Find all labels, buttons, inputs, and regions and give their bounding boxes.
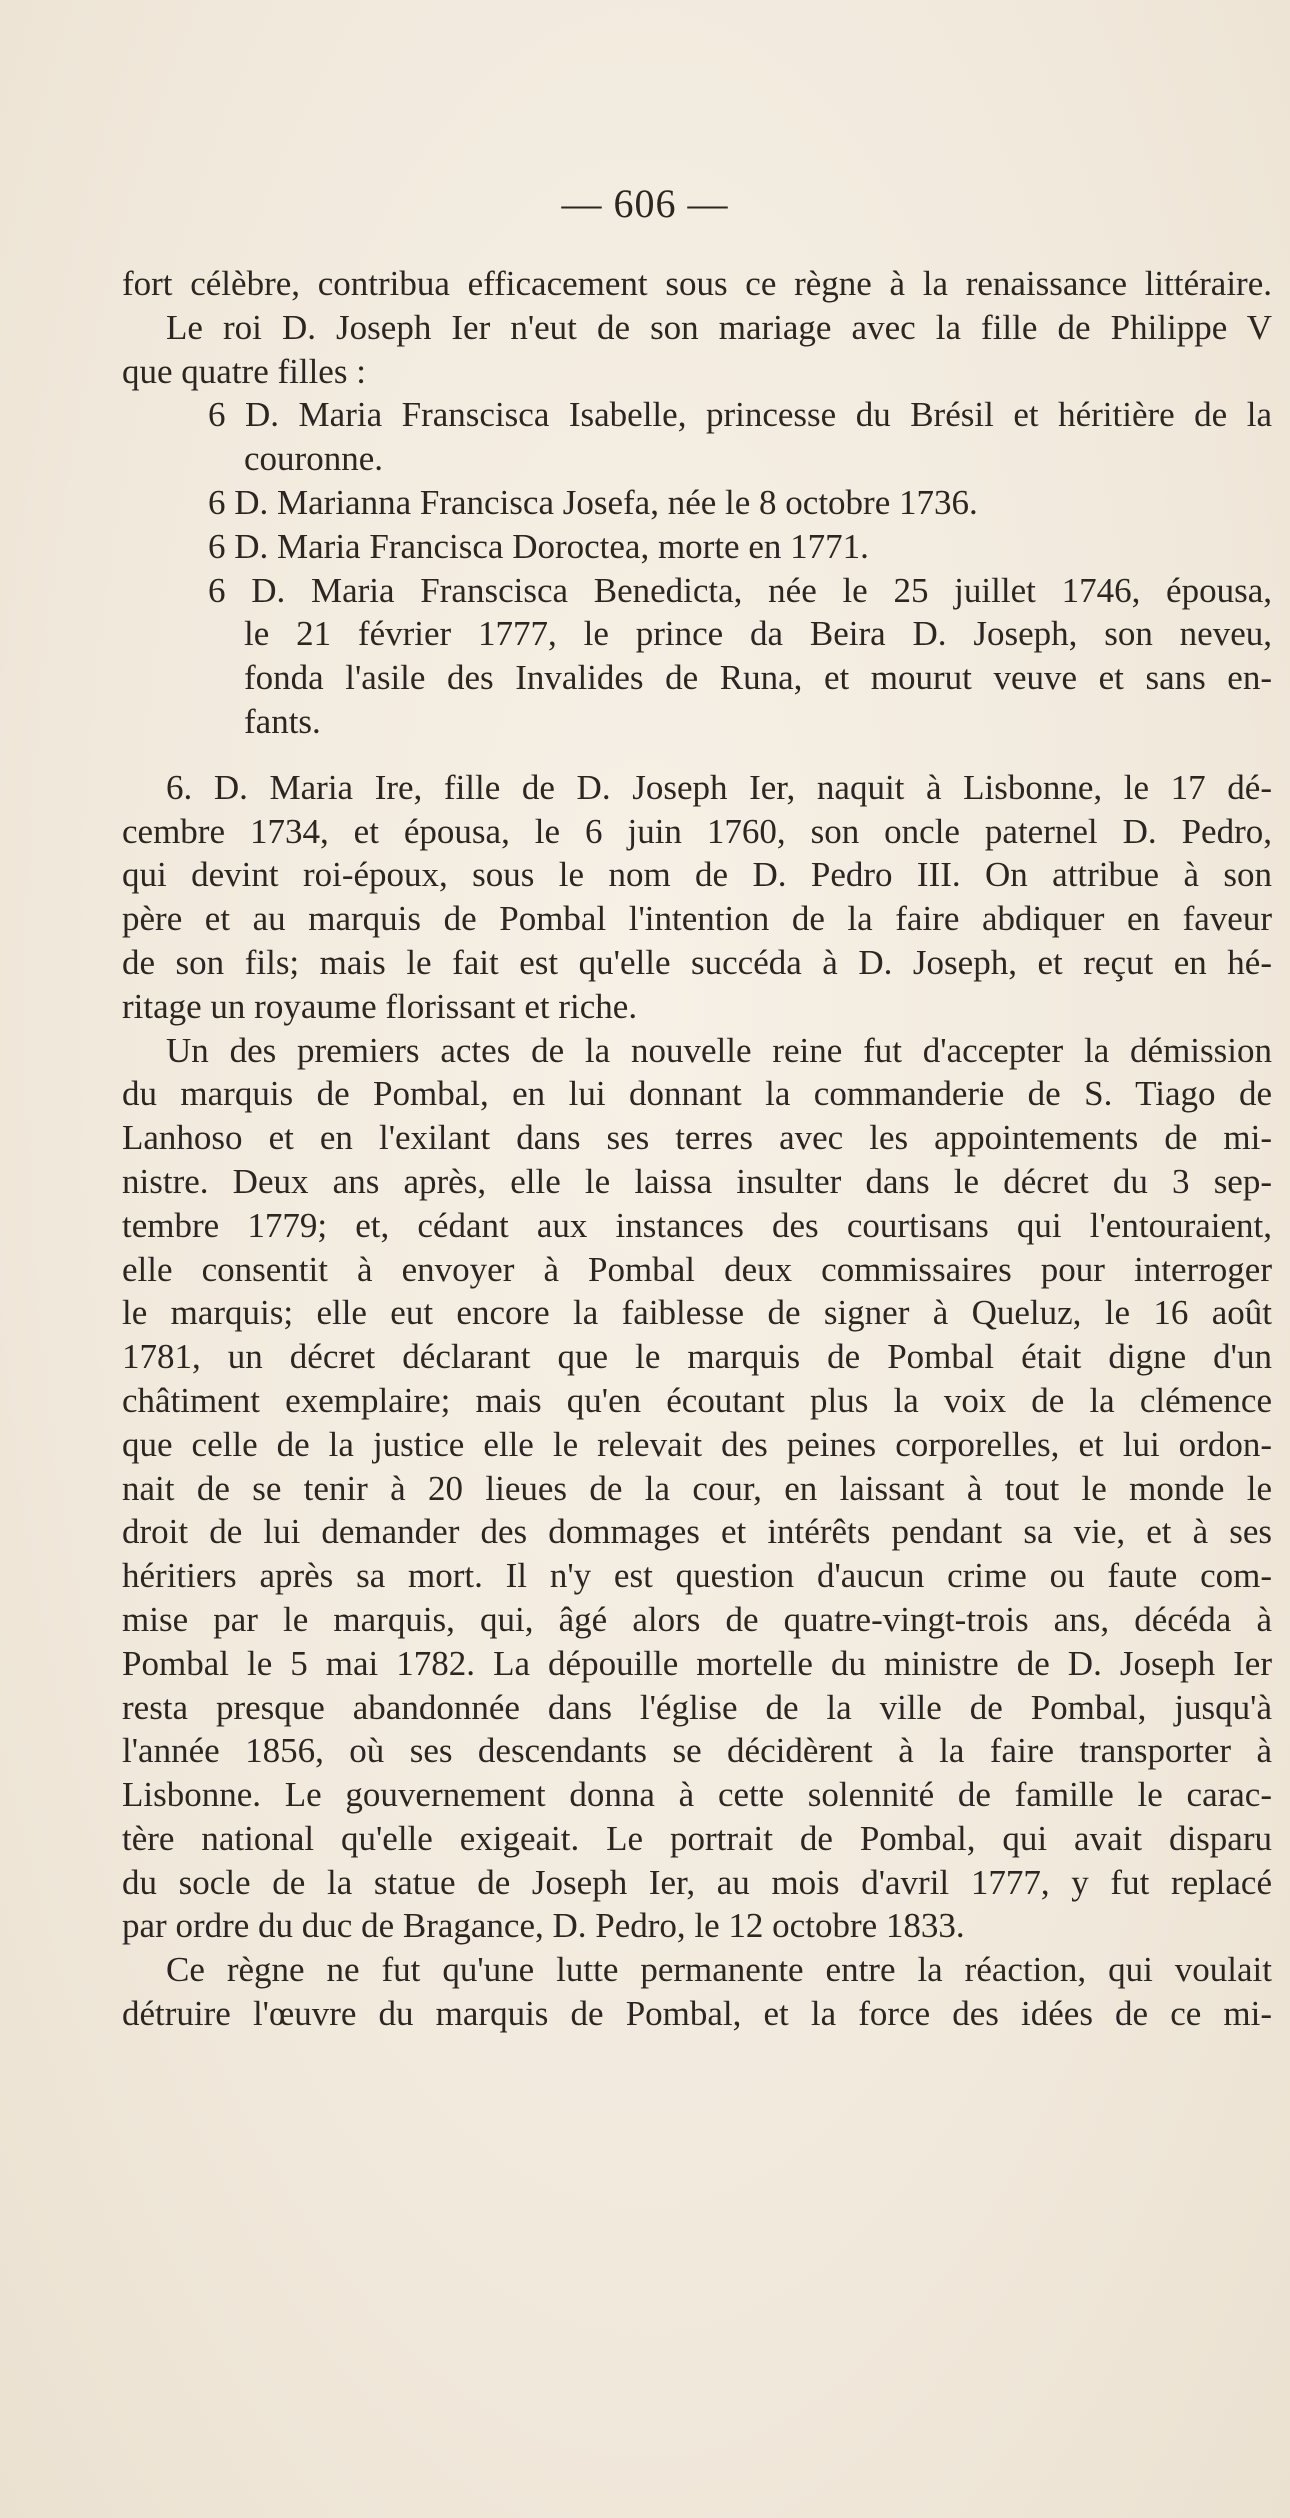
text-line: Un des premiers actes de la nouvelle reine fut d'accepter la démission bbox=[166, 1030, 1272, 1070]
text-line: Le roi D. Joseph Ier n'eut de son mariage avec la fille de Philippe V bbox=[166, 307, 1272, 347]
text-line: que celle de la justice elle le relevait des peines corporelles, et lui ordon- bbox=[122, 1424, 1272, 1464]
text-line: 6 D. Maria Franscisca Benedicta, née le 25 juillet 1746, épousa, bbox=[208, 570, 1272, 610]
text-line: fort célèbre, contribua efficacement sous ce règne à la renaissance littéraire. bbox=[122, 264, 1272, 303]
text-line: 6 D. Maria Francisca Doroctea, morte en 1771. bbox=[208, 526, 869, 566]
text-line: le marquis; elle eut encore la faiblesse de signer à Queluz, le 16 août bbox=[122, 1293, 1272, 1333]
text-line: Lisbonne. Le gouvernement donna à cette solennité de famille le carac- bbox=[122, 1775, 1272, 1815]
text-line: détruire l'œuvre du marquis de Pombal, et la force des idées de ce mi- bbox=[122, 1994, 1272, 2034]
text-line: qui devint roi-époux, sous le nom de D. Pedro III. On attribue à son bbox=[122, 855, 1272, 895]
text-line: de son fils; mais le fait est qu'elle succéda à D. Joseph, et reçut en hé- bbox=[122, 942, 1272, 982]
text-line: 1781, un décret déclarant que le marquis de Pombal était digne d'un bbox=[122, 1337, 1272, 1377]
text-line: du marquis de Pombal, en lui donnant la commanderie de S. Tiago de bbox=[122, 1074, 1272, 1114]
text-line: héritiers après sa mort. Il n'y est question d'aucun crime ou faute com- bbox=[122, 1556, 1272, 1596]
text-line: père et au marquis de Pombal l'intention de la faire abdiquer en faveur bbox=[122, 899, 1272, 939]
text-line: nistre. Deux ans après, elle le laissa insulter dans le décret du 3 sep- bbox=[122, 1161, 1272, 1201]
text-line: Pombal le 5 mai 1782. La dépouille mortelle du ministre de D. Joseph Ier bbox=[122, 1643, 1272, 1683]
text-line: 6 D. Marianna Francisca Josefa, née le 8 octobre 1736. bbox=[208, 482, 978, 522]
text-line: fonda l'asile des Invalides de Runa, et mourut veuve et sans en- bbox=[244, 658, 1272, 698]
text-line: que quatre filles : bbox=[122, 351, 366, 391]
text-line: tembre 1779; et, cédant aux instances des courtisans qui l'entouraient, bbox=[122, 1205, 1272, 1245]
text-line: Lanhoso et en l'exilant dans ses terres avec les appointements de mi- bbox=[122, 1118, 1272, 1158]
text-line: fants. bbox=[244, 701, 321, 741]
text-line: du socle de la statue de Joseph Ier, au mois d'avril 1777, y fut replacé bbox=[122, 1862, 1272, 1902]
text-line: châtiment exemplaire; mais qu'en écoutant plus la voix de la clémence bbox=[122, 1380, 1272, 1420]
text-line: ritage un royaume florissant et riche. bbox=[122, 986, 638, 1026]
text-line: Ce règne ne fut qu'une lutte permanente entre la réaction, qui voulait bbox=[166, 1950, 1272, 1990]
text-line: tère national qu'elle exigeait. Le portrait de Pombal, qui avait disparu bbox=[122, 1818, 1272, 1858]
paragraph-gap bbox=[122, 744, 1272, 766]
text-line: droit de lui demander des dommages et intérêts pendant sa vie, et à ses bbox=[122, 1512, 1272, 1552]
page-body-text bbox=[122, 262, 1272, 2036]
text-line: 6. D. Maria Ire, fille de D. Joseph Ier, naquit à Lisbonne, le 17 dé- bbox=[166, 767, 1272, 807]
text-line: nait de se tenir à 20 lieues de la cour, en laissant à tout le monde le bbox=[122, 1468, 1272, 1508]
text-line: resta presque abandonnée dans l'église de la ville de Pombal, jusqu'à bbox=[122, 1687, 1272, 1727]
text-line: 6 D. Maria Franscisca Isabelle, princesse du Brésil et héritière de la bbox=[208, 395, 1272, 435]
text-line: cembre 1734, et épousa, le 6 juin 1760, son oncle paternel D. Pedro, bbox=[122, 811, 1272, 851]
text-line: par ordre du duc de Bragance, D. Pedro, le 12 octobre 1833. bbox=[122, 1906, 965, 1946]
text-line: couronne. bbox=[244, 439, 383, 479]
text-line: mise par le marquis, qui, âgé alors de quatre-vingt-trois ans, décéda à bbox=[122, 1599, 1272, 1639]
text-line: l'année 1856, où ses descendants se décidèrent à la faire transporter à bbox=[122, 1731, 1272, 1771]
page-number: — 606 — bbox=[561, 181, 729, 226]
text-line: elle consentit à envoyer à Pombal deux commissaires pour interroger bbox=[122, 1249, 1272, 1289]
text-line: le 21 février 1777, le prince da Beira D. Joseph, son neveu, bbox=[244, 614, 1272, 654]
